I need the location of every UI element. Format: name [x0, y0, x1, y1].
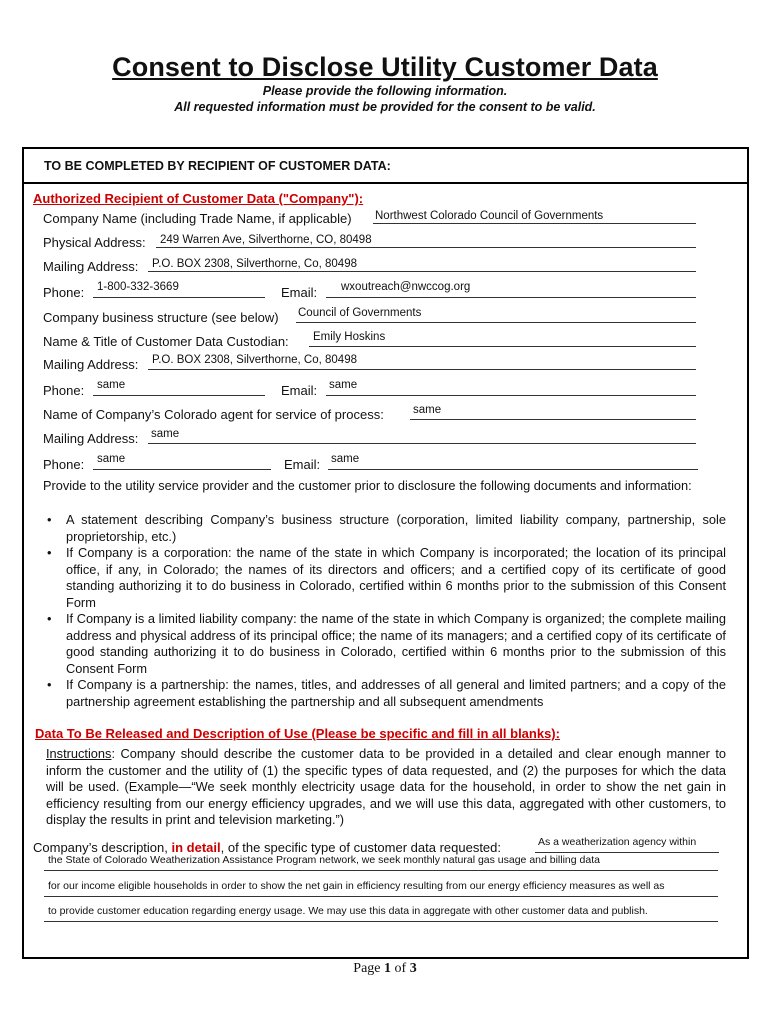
page-footer — [0, 961, 770, 977]
provide-documents-text: Provide to the utility service provider and the customer prior to disclosure the following documents and information: — [43, 478, 692, 493]
data-release-heading: Data To Be Released and Description of Use (Please be specific and fill in all blanks): — [35, 726, 560, 741]
agent-mailing-value: same — [151, 428, 180, 440]
custodian-phone-email-row — [43, 378, 703, 398]
mailing-address-label: Mailing Address: — [43, 259, 139, 274]
page-number: 1 — [384, 961, 392, 976]
page-total: 3 — [409, 961, 417, 976]
description-prompt — [33, 840, 501, 855]
phone-label: Phone: — [43, 285, 85, 300]
description-prompt-suffix: , of the specific type of customer data requested: — [220, 840, 502, 855]
physical-address-label: Physical Address: — [43, 235, 146, 250]
custodian-phone-label: Phone: — [43, 383, 85, 398]
custodian-email-label: Email: — [281, 383, 318, 398]
agent-email-label: Email: — [284, 457, 321, 472]
form-box-heading: TO BE COMPLETED BY RECIPIENT OF CUSTOMER DATA: — [44, 159, 391, 173]
agent-value: same — [413, 404, 442, 416]
instructions-text: : Company should describe the customer data to be provided in a detailed and clear enough manner to inform the customer and the utility of (1) the specific types of data requested, and (2) the purposes for which the data will be used. (Example—“We seek monthly electricity usage data for the household, in order to show the net gain in efficiency resulting from our energy efficiency upgrades, and we will use this data, aggregated with other customers, to display the results in print and television marketing.”) — [46, 746, 726, 827]
list-item: • If Company is a partnership: the names, titles, and addresses of all general and limited partners; and a copy of the partnership agreement establishing the partnership and all subsequent amendments — [43, 677, 726, 710]
email-value: wxoutreach@nwccog.org — [341, 281, 471, 293]
page-word: Page — [353, 961, 381, 976]
description-emphasis: in detail — [171, 840, 221, 855]
custodian-mailing-label: Mailing Address: — [43, 357, 139, 372]
custodian-email-field[interactable] — [326, 380, 696, 396]
agent-email-field[interactable] — [328, 454, 698, 470]
description-line-4-text: to provide customer education regarding energy usage. We may use this data in aggregate with other customer data and publish. — [48, 905, 648, 917]
phone-value: 1-800-332-3669 — [97, 281, 179, 293]
agent-row — [43, 402, 703, 422]
agent-phone-email-row — [43, 452, 703, 472]
business-structure-value: Council of Governments — [298, 307, 422, 319]
subtitle-instruction: Please provide the following information. — [262, 84, 508, 98]
mailing-address-row — [43, 254, 703, 274]
recipient-section-heading: Authorized Recipient of Customer Data ("Company"): — [33, 191, 364, 206]
company-name-label: Company Name (including Trade Name, if applicable) — [43, 211, 352, 226]
instructions-paragraph — [46, 746, 726, 829]
mailing-address-value: P.O. BOX 2308, Silverthorne, Co, 80498 — [152, 258, 357, 270]
description-field-line-4[interactable] — [44, 905, 718, 922]
custodian-mailing-row — [43, 352, 703, 372]
list-item: • If Company is a limited liability company: the name of the state in which Company is organized; the complete mailing address and physical address of its principal office; the name of its managers; and a certified copy of its certificate of good standing authorizing it to do business in Colorado, certified within 6 months prior to the submission of this Consent Form — [43, 611, 726, 677]
business-structure-row — [43, 305, 703, 325]
description-prompt-row — [33, 835, 723, 855]
agent-phone-value: same — [97, 453, 126, 465]
business-structure-label: Company business structure (see below) — [43, 310, 279, 325]
custodian-label: Name & Title of Customer Data Custodian: — [43, 334, 289, 349]
company-name-value: Northwest Colorado Council of Governments — [375, 210, 604, 222]
custodian-mailing-value: P.O. BOX 2308, Silverthorne, Co, 80498 — [152, 354, 357, 366]
description-line-2-text: the State of Colorado Weatherization Assistance Program network, we seek monthly natural gas usage and billing data — [48, 854, 600, 866]
description-line-3-text: for our income eligible households in order to show the net gain in efficiency resulting from our energy efficiency measures as well as — [48, 880, 665, 892]
description-prompt-prefix: Company’s description, — [33, 840, 172, 855]
agent-mailing-row — [43, 426, 703, 446]
agent-field[interactable] — [410, 404, 696, 420]
list-item: • A statement describing Company’s business structure (corporation, limited liability company, partnership, sole proprietorship, etc.) — [43, 512, 726, 545]
document-requirements-list — [43, 512, 726, 710]
custodian-email-value: same — [329, 379, 358, 391]
subtitle-validity-note: All requested information must be provided for the consent to be valid. — [174, 100, 596, 114]
of-word: of — [394, 961, 407, 976]
phone-email-row — [43, 280, 703, 300]
description-value-first: As a weatherization agency within — [538, 836, 697, 848]
description-field-line-3[interactable] — [44, 880, 718, 897]
form-box-header — [24, 149, 747, 184]
physical-address-row — [43, 230, 703, 250]
list-item: • If Company is a corporation: the name of the state in which Company is incorporated; the location of its principal office, if any, in Colorado; the names of its directors and officers; and a certified copy of its certificate of good standing authorizing it to do business in Colorado, certified within 6 months prior to the submission of this Consent Form — [43, 545, 726, 611]
physical-address-value: 249 Warren Ave, Silverthorne, CO, 80498 — [160, 234, 372, 246]
document-title: Consent to Disclose Utility Customer Data — [112, 52, 658, 82]
agent-label: Name of Company’s Colorado agent for service of process: — [43, 407, 384, 422]
email-label: Email: — [281, 285, 318, 300]
company-name-row — [43, 206, 703, 226]
custodian-phone-value: same — [97, 379, 126, 391]
instructions-label: Instructions — [46, 746, 112, 761]
agent-phone-label: Phone: — [43, 457, 85, 472]
custodian-value: Emily Hoskins — [313, 331, 386, 343]
custodian-row — [43, 329, 703, 349]
agent-mailing-label: Mailing Address: — [43, 431, 139, 446]
agent-email-value: same — [331, 453, 360, 465]
agent-mailing-field[interactable] — [148, 428, 696, 444]
description-field-line-2[interactable] — [44, 854, 718, 871]
